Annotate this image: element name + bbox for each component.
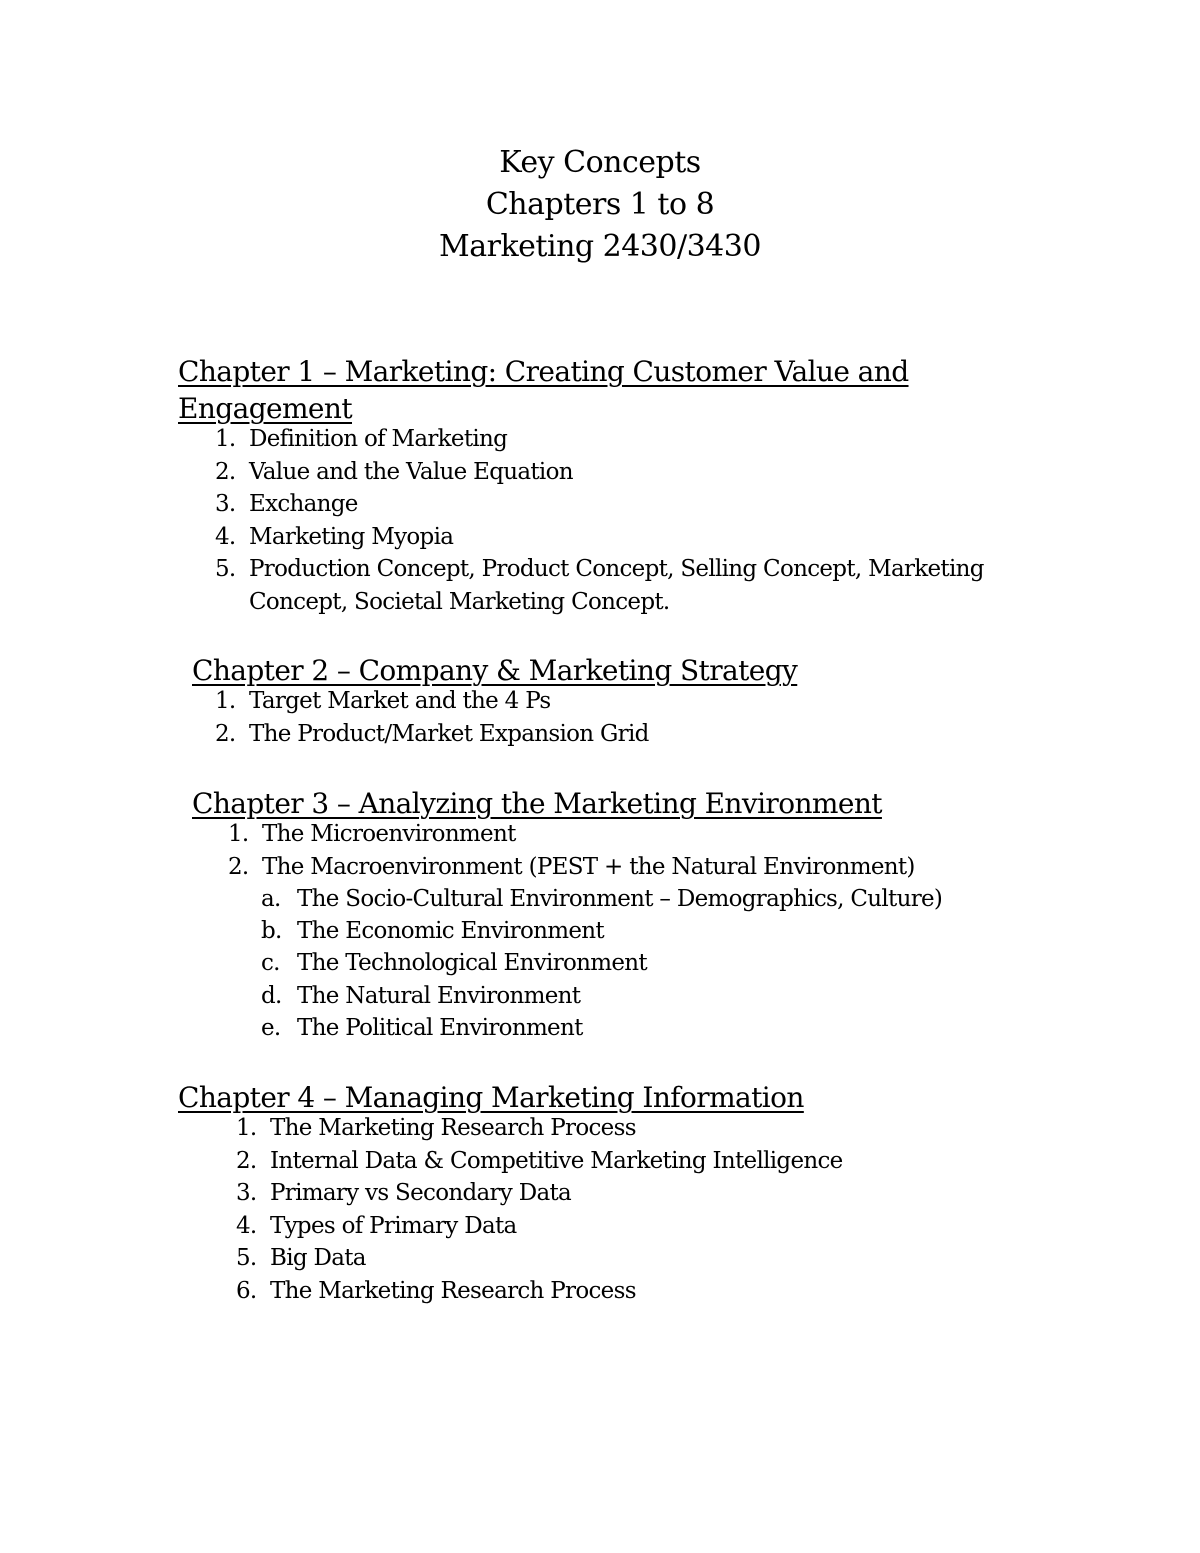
list-item-number: 6. [236,1277,257,1304]
list-item [236,1145,1078,1178]
list-item [228,818,1092,851]
list-item-text: Marketing Myopia [249,523,454,550]
sublist-item [261,947,1092,979]
sublist-item-text: The Socio-Cultural Environment – Demographics, Culture) [297,886,943,912]
chapter-4-heading-line-1: Chapter 4 – Managing Marketing Information [178,1081,804,1114]
chapter-1-heading-line-1: Chapter 1 – Marketing: Creating Customer Value and [178,355,909,388]
list-item-number: 3. [236,1180,257,1206]
list-item [215,685,1092,718]
list-item-text: Primary vs Secondary Data [270,1180,572,1206]
document-title [0,142,1200,268]
list-item [236,1112,1078,1145]
chapter-3-list [228,818,1092,1044]
chapter-4-list [236,1112,1078,1307]
list-item-text: Internal Data & Competitive Marketing Intelligence [270,1147,843,1174]
chapter-3-sublist [262,883,1092,1044]
list-item-text: Production Concept, Product Concept, Selling Concept, Marketing [249,556,984,582]
list-item-number: 2. [215,458,236,485]
list-item-text: The Macroenvironment (PEST + the Natural Environment) [262,853,915,880]
sublist-item [261,1012,1092,1044]
list-item [215,456,1078,489]
list-item-text: Value and the Value Equation [249,458,573,485]
list-item-text: The Product/Market Expansion Grid [249,720,649,747]
list-item-number: 1. [215,426,236,452]
list-item [215,718,1092,751]
sublist-item-letter: d. [261,982,282,1009]
list-item-number: 2. [228,853,249,880]
list-item [228,851,1092,1045]
list-item-text: Big Data [270,1245,366,1271]
list-item-text-continued: Concept, Societal Marketing Concept. [249,588,670,615]
list-item-number: 5. [236,1245,257,1271]
chapter-2-section [192,652,1092,750]
chapter-2-heading-line-1: Chapter 2 – Company & Marketing Strategy [192,654,798,687]
chapter-4-heading [178,1079,1078,1116]
sublist-item-letter: a. [261,886,281,912]
sublist-item-text: The Economic Environment [297,918,604,945]
list-item-number: 5. [215,556,236,582]
chapter-3-section [192,785,1092,1044]
sublist-item-text: The Technological Environment [297,950,647,977]
list-item-number: 3. [215,491,236,517]
list-item [236,1177,1078,1210]
list-item-text: The Marketing Research Process [270,1277,636,1304]
sublist-item-text: The Political Environment [297,1014,583,1041]
list-item-number: 4. [236,1212,257,1239]
list-item-number: 1. [236,1115,257,1141]
sublist-item-text: The Natural Environment [297,982,581,1009]
list-item-number: 1. [228,821,249,847]
list-item-number: 2. [236,1147,257,1174]
chapter-2-heading [192,652,1092,689]
list-item-text: The Microenvironment [262,821,516,847]
sublist-item-letter: b. [261,918,282,945]
title-line-3: Marketing 2430/3430 [439,229,761,264]
sublist-item-letter: c. [261,950,280,977]
sublist-item [261,915,1092,947]
list-item-text: The Marketing Research Process [270,1115,636,1141]
list-item [236,1242,1078,1275]
chapter-1-heading-line-2: Engagement [178,392,352,425]
list-item [215,553,1078,618]
chapter-2-list [215,685,1092,750]
list-item-text: Target Market and the 4 Ps [249,688,551,714]
sublist-item [261,980,1092,1012]
list-item [236,1275,1078,1308]
list-item [236,1210,1078,1243]
title-line-2: Chapters 1 to 8 [485,187,715,222]
chapter-3-heading-line-1: Chapter 3 – Analyzing the Marketing Environment [192,787,882,820]
title-line-1: Key Concepts [499,145,701,180]
list-item [215,423,1078,456]
list-item [215,488,1078,521]
sublist-item-letter: e. [261,1014,281,1041]
chapter-1-heading [178,353,1078,427]
sublist-item [261,883,1092,915]
chapter-1-list [215,423,1078,618]
list-item-text: Exchange [249,491,358,517]
chapter-1-section [178,353,1078,618]
list-item [215,521,1078,554]
list-item-number: 4. [215,523,236,550]
list-item-text: Definition of Marketing [249,426,508,452]
list-item-text: Types of Primary Data [270,1212,517,1239]
list-item-number: 2. [215,720,236,747]
list-item-number: 1. [215,688,236,714]
chapter-3-heading [192,785,1092,822]
chapter-4-section [178,1079,1078,1307]
